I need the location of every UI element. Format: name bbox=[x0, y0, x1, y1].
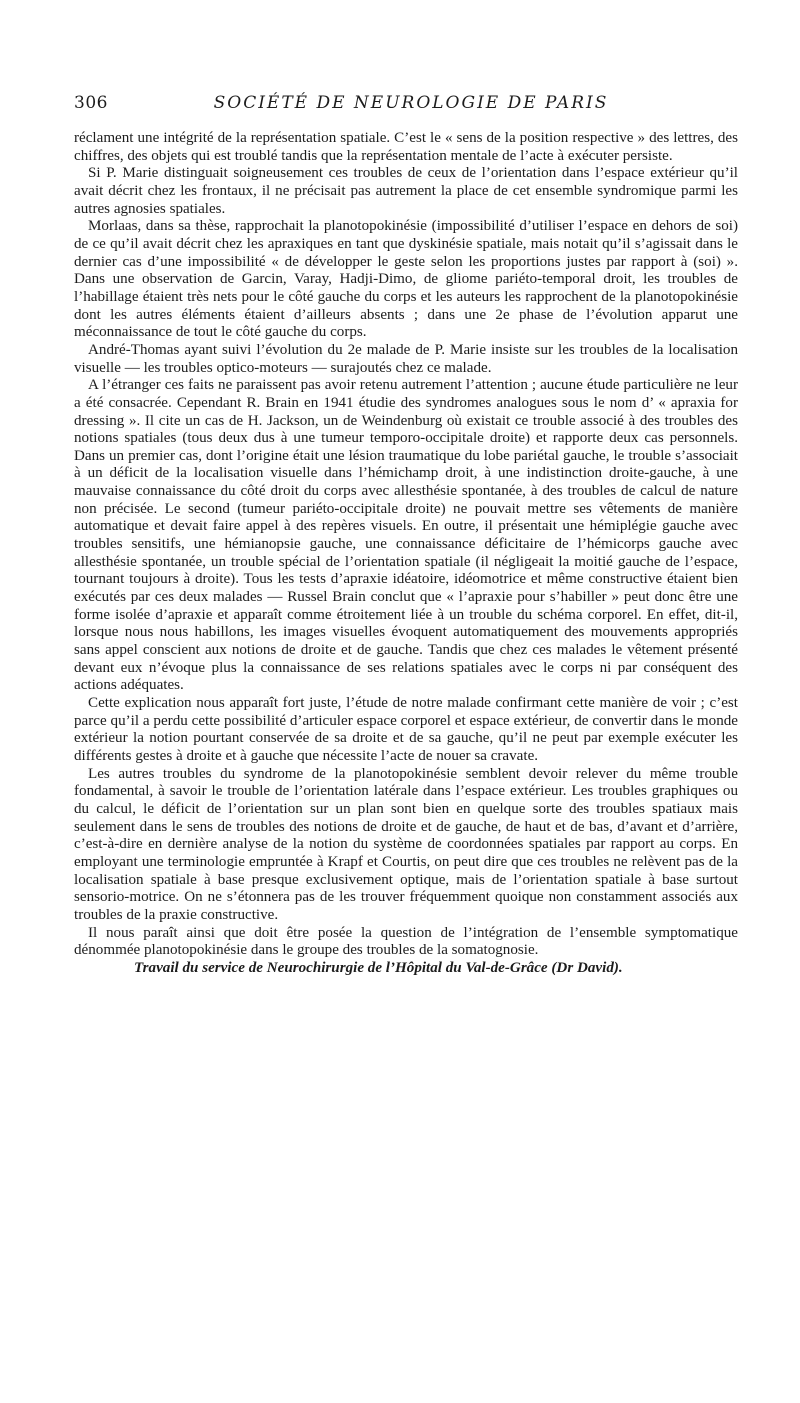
article-credit: Travail du service de Neurochirurgie de l’Hôpital du Val-de-Grâce (Dr David). bbox=[134, 959, 623, 976]
paragraph: Il nous paraît ainsi que doit être posée la question de l’intégration de l’ensemble symptomatique dénommée planotopokinésie dans le groupe des troubles de la somatognosie. bbox=[74, 924, 738, 959]
page-header bbox=[74, 93, 738, 115]
page-number: 306 bbox=[74, 93, 108, 113]
paragraph: Si P. Marie distinguait soigneusement ces troubles de ceux de l’orientation dans l’espace extérieur qu’il avait décrit chez les frontaux, il ne précisait pas autrement la place de cet ensemble syndromique parmi les autres agnosies spatiales. bbox=[74, 165, 738, 217]
paragraph: A l’étranger ces faits ne paraissent pas avoir retenu autrement l’attention ; aucune étude particulière ne leur a été consacrée. Cependant R. Brain en 1941 étudie des syndromes analogues sous le nom d’ « apraxia for dressing ». Il cite un cas de H. Jackson, un de Weindenburg où existait ce trouble associé à des troubles des notions spatiales (tous deux dus à une tumeur temporo-occipitale droite) et rapporte deux cas personnels. Dans un premier cas, dont l’origine était une lésion traumatique du lobe pariétal gauche, le trouble s’associait à un déficit de la localisation visuelle dans l’hémichamp droit, à une indistinction droite-gauche, à une mauvaise connaissance du côté droit du corps avec allesthésie spontanée, à des troubles de calcul de nature non précisée. Le second (tumeur pariéto-occipitale droite) ne pouvait mettre ses vêtements de manière automatique et devait faire appel à des repères visuels. En outre, il présentait une hémiplégie gauche avec troubles sensitifs, une hémianopsie gauche, une connaissance déficitaire de l’hémicorps gauche avec allesthésie spontanée, un trouble spécial de l’orientation spatiale (il négligeait la moitié gauche de l’espace, tournant toujours à droite). Tous les tests d’apraxie idéatoire, idéomotrice et même constructive étaient bien exécutés par ces deux malades — Russel Brain conclut que « l’apraxie pour s’habiller » peut donc être une forme isolée d’apraxie et apparaît comme étroitement liée à un trouble du schéma corporel. En effet, dit-il, lorsque nous nous habillons, les images visuelles évoquent automatiquement des mouvements appropriés sans appel conscient aux notions de droite et de gauche. Tandis que chez ces malades le vêtement présenté devant eux n’évoque plus la connaissance de ses relations spatiales avec le corps ni par conséquent des actions adéquates. bbox=[74, 377, 738, 694]
paragraph: réclament une intégrité de la représentation spatiale. C’est le « sens de la position respective » des lettres, des chiffres, des objets qui est troublé tandis que la représentation mentale de l’acte à exécuter persiste. bbox=[74, 130, 738, 164]
paragraph: Les autres troubles du syndrome de la planotopokinésie semblent devoir relever du même trouble fondamental, à savoir le trouble de l’orientation latérale dans l’espace extérieur. Les troubles graphiques ou du calcul, le déficit de l’orientation sur un plan sont bien en quelque sorte des troubles spatiaux mais seulement dans le sens de troubles des notions de droite et de gauche, de haut et de bas, d’avant et d’arrière, c’est-à-dire en dernière analyse de la notion du système de coordonnées spatiales par rapport au corps. En employant une terminologie empruntée à Krapf et Courtis, on peut dire que ces troubles ne relèvent pas de la localisation spatiale à base presque exclusivement optique, mais de l’orientation spatiale à base surtout sensorio-motrice. On ne s’étonnera pas de les trouver fréquemment quoique non constamment associés aux troubles de la praxie constructive. bbox=[74, 765, 738, 923]
journal-title: SOCIÉTÉ DE NEUROLOGIE DE PARIS bbox=[213, 93, 609, 113]
paragraph: Morlaas, dans sa thèse, rapprochait la planotopokinésie (impossibilité d’utiliser l’espace en dehors de soi) de ce qu’il avait décrit chez les apraxiques en tant que dyskinésie spatiale, mais notait qu’il s’agissait dans le dernier cas d’une impossibilité « de développer le geste selon les proportions justes par rapport à (soi) ». Dans une observation de Garcin, Varay, Hadji-Dimo, de gliome pariéto-temporal droit, les troubles de l’habillage étaient très nets pour le côté gauche du corps et les auteurs les rapprochent de la planotopokinésie dont les autres éléments étaient d’ailleurs absents ; dans une 2e phase de l’évolution apparut une méconnaissance de tout le côté gauche du corps. bbox=[74, 218, 738, 341]
article-body bbox=[74, 130, 738, 978]
paragraph: Cette explication nous apparaît fort juste, l’étude de notre malade confirmant cette manière de voir ; c’est parce qu’il a perdu cette possibilité d’articuler espace corporel et espace extérieur, de convertir dans le monde extérieur la notion pourtant conservée de sa droite et de sa gauche, qu’il ne peut par exemple exécuter les différents gestes à droite et à gauche que nécessite l’acte de nouer sa cravate. bbox=[74, 695, 738, 764]
paragraph: André-Thomas ayant suivi l’évolution du 2e malade de P. Marie insiste sur les troubles de la localisation visuelle — les troubles optico-moteurs — surajoutés chez ce malade. bbox=[74, 341, 738, 376]
